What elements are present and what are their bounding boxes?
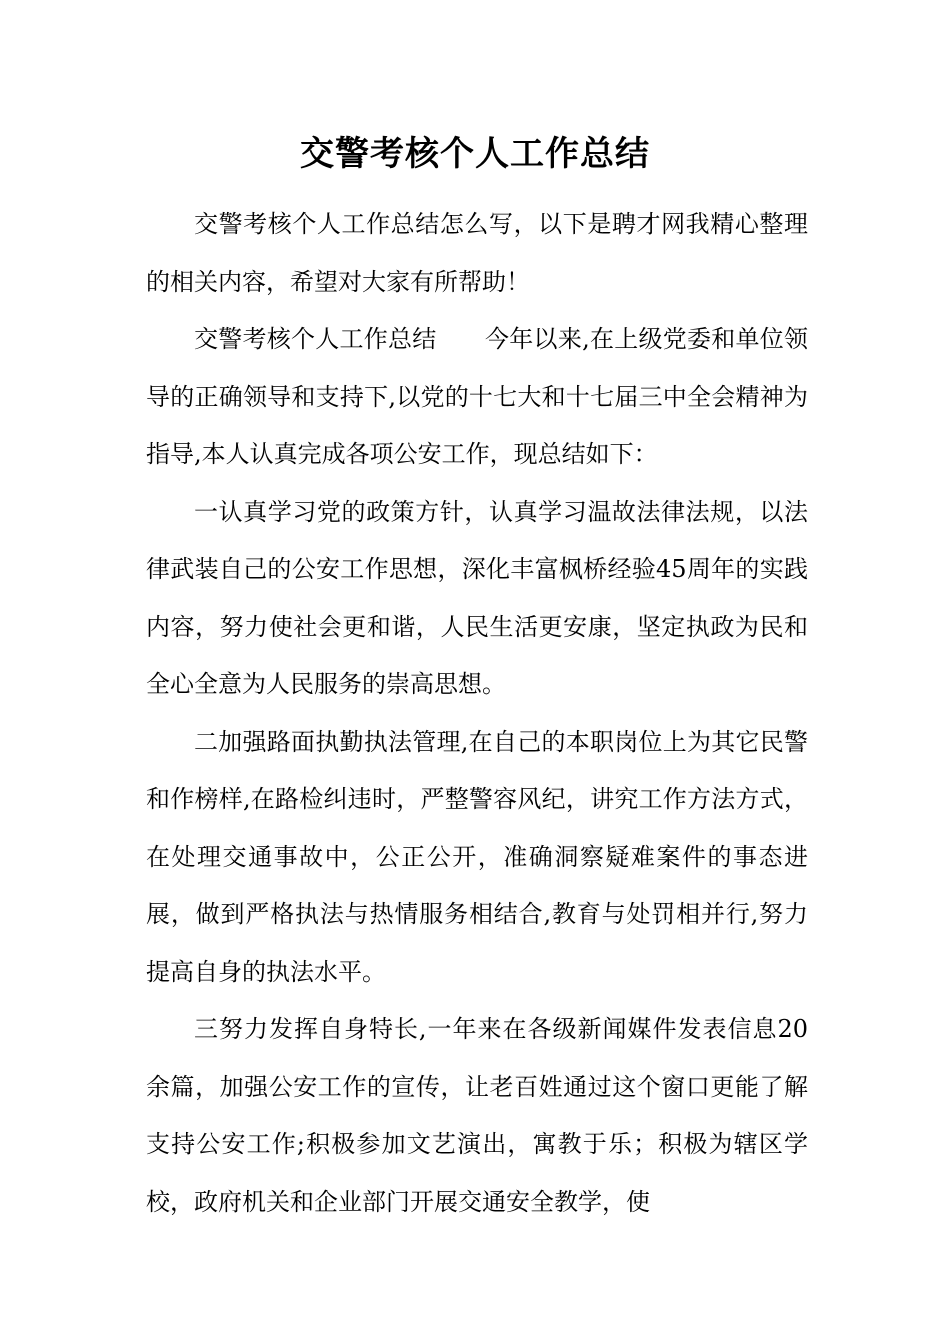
paragraph-overview: 交警考核个人工作总结 今年以来,在上级党委和单位领导的正确领导和支持下,以党的十七大和十七届三中全会精神为指导,本人认真完成各项公安工作，现总结如下： [146,325,808,468]
paragraph-intro: 交警考核个人工作总结怎么写，以下是聘才网我精心整理的相关内容，希望对大家有所帮助！ [146,210,808,296]
paragraph-point-three: 三努力发挥自身特长,一年来在各级新闻媒件发表信息20余篇，加强公安工作的宣传，让老百姓通过这个窗口更能了解支持公安工作;积极参加文艺演出，寓教于乐；积极为辖区学校，政府机关和企业部门开展交通安全教学，使 [146,1015,808,1216]
paragraph-point-two: 二加强路面执勤执法管理,在自己的本职岗位上为其它民警和作榜样,在路检纠违时，严整警容风纪，讲究工作方法方式，在处理交通事故中，公正公开，准确洞察疑难案件的事态进展，做到严格执法与热情服务相结合,教育与处罚相并行,努力提高自身的执法水平。 [146,727,808,986]
paragraph-point-one: 一认真学习党的政策方针，认真学习温故法律法规，以法律武装自己的公安工作思想，深化丰富枫桥经验45周年的实践内容，努力使社会更和谐，人民生活更安康，坚定执政为民和全心全意为人民服务的崇高思想。 [146,497,808,698]
document-title: 交警考核个人工作总结 [300,134,650,174]
document-body [146,196,808,1231]
